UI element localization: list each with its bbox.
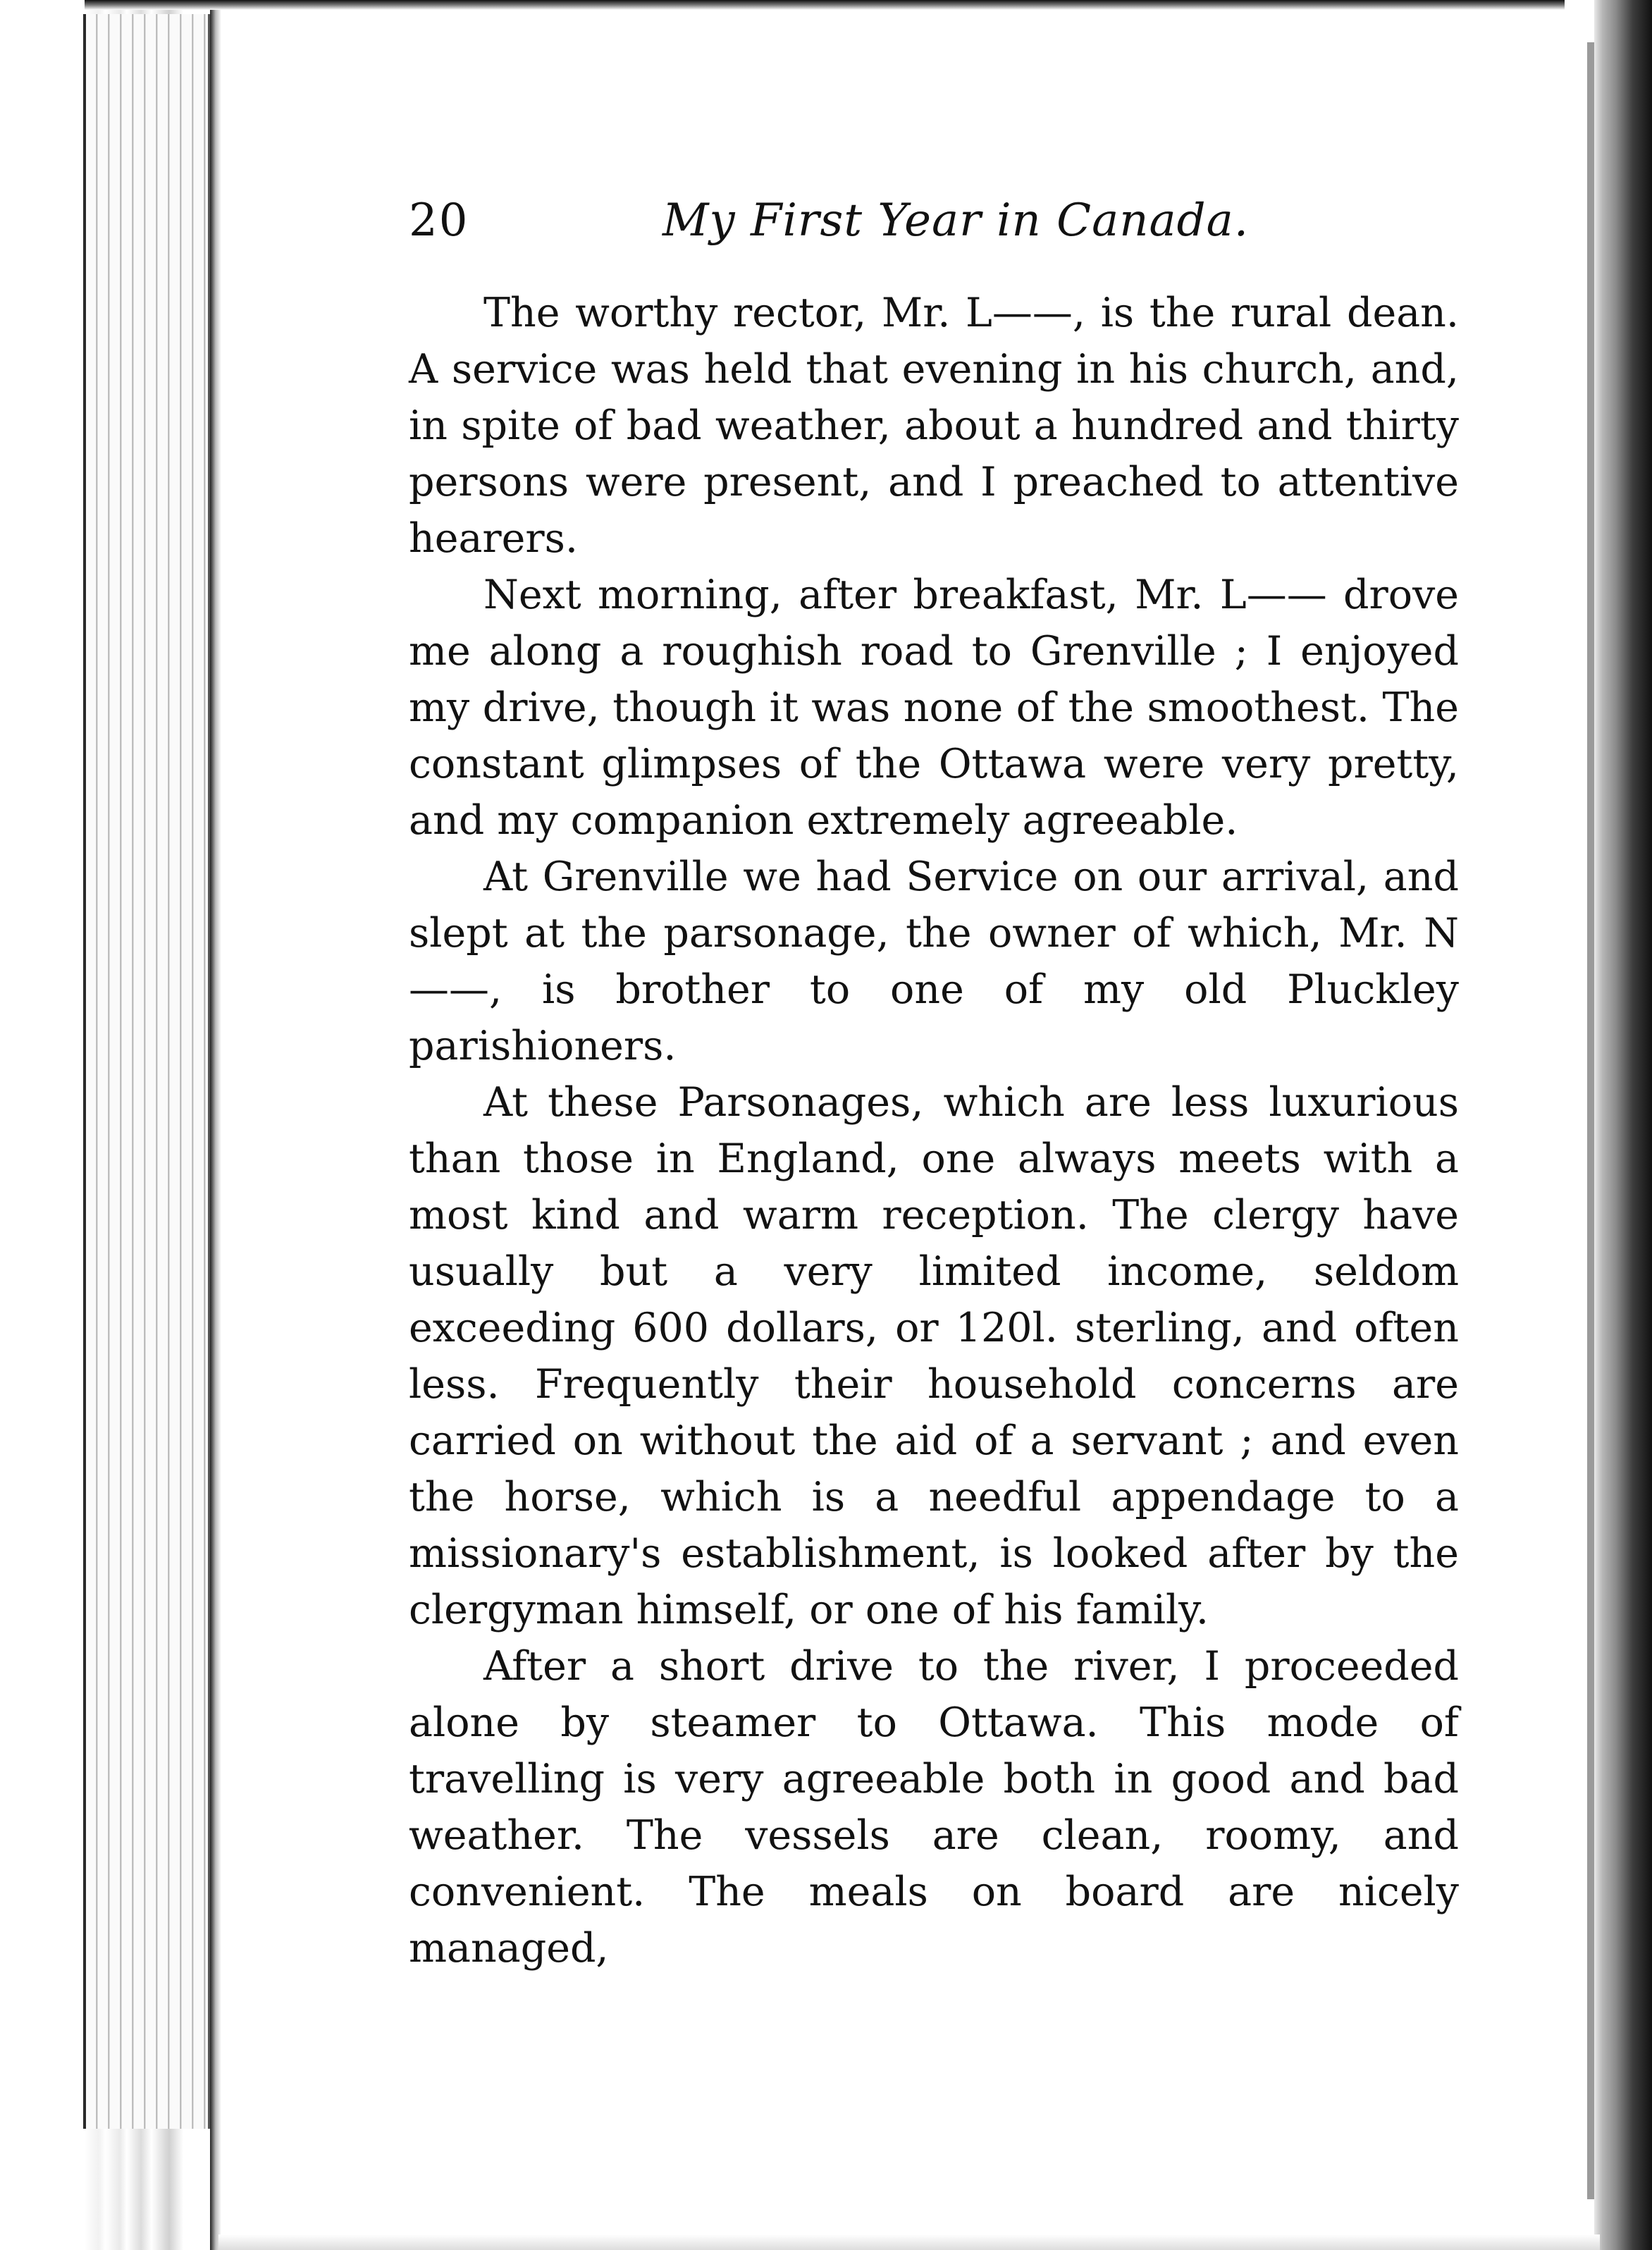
paragraph-2: Next morning, after breakfast, Mr. L—— drove me along a roughish road to Grenville ; I enjoyed my drive, though it was none of the smoothest. The constant glimpses of the Ottawa were very pretty, and my companion extremely agreeable.: [409, 572, 1459, 844]
running-head-title: My First Year in Canada.: [662, 195, 1250, 247]
top-edge: [85, 0, 1565, 10]
right-scan-edge: [1594, 0, 1652, 2250]
page-edges: [83, 14, 210, 2129]
binding-shadow: [210, 0, 221, 2250]
book-page: [409, 182, 1459, 1977]
running-head: [409, 182, 1459, 252]
bottom-edge: [218, 2234, 1600, 2250]
paragraph-4: At these Parsonages, which are less luxurious than those in England, one always meets with a most kind and warm reception. The clergy have usually but a very limited income, seldom exceeding 600 dollars, or 120l. sterling, and often less. Frequently their household concerns are carried on without the aid of a servant ; and even the horse, which is a needful appendage to a missionary's establishment, is looked after by the clergyman himself, or one of his family.: [409, 1079, 1459, 1633]
page-number: 20: [409, 195, 469, 247]
paragraph-3: At Grenville we had Service on our arrival, and slept at the parsonage, the owner of which, Mr. N——, is brother to one of my old Pluckley parishioners.: [409, 854, 1459, 1069]
paragraph-5: After a short drive to the river, I proceeded alone by steamer to Ottawa. This mode of travelling is very agreeable both in good and bad weather. The vessels are clean, roomy, and convenient. The meals on board are nicely managed,: [409, 1643, 1459, 1972]
body-text: [409, 285, 1459, 1977]
right-page-stripe: [1587, 42, 1594, 2199]
paragraph-1: The worthy rector, Mr. L——, is the rural dean. A service was held that evening in his church, and, in spite of bad weather, about a hundred and thirty persons were present, and I preached to attentive hearers.: [409, 290, 1459, 562]
